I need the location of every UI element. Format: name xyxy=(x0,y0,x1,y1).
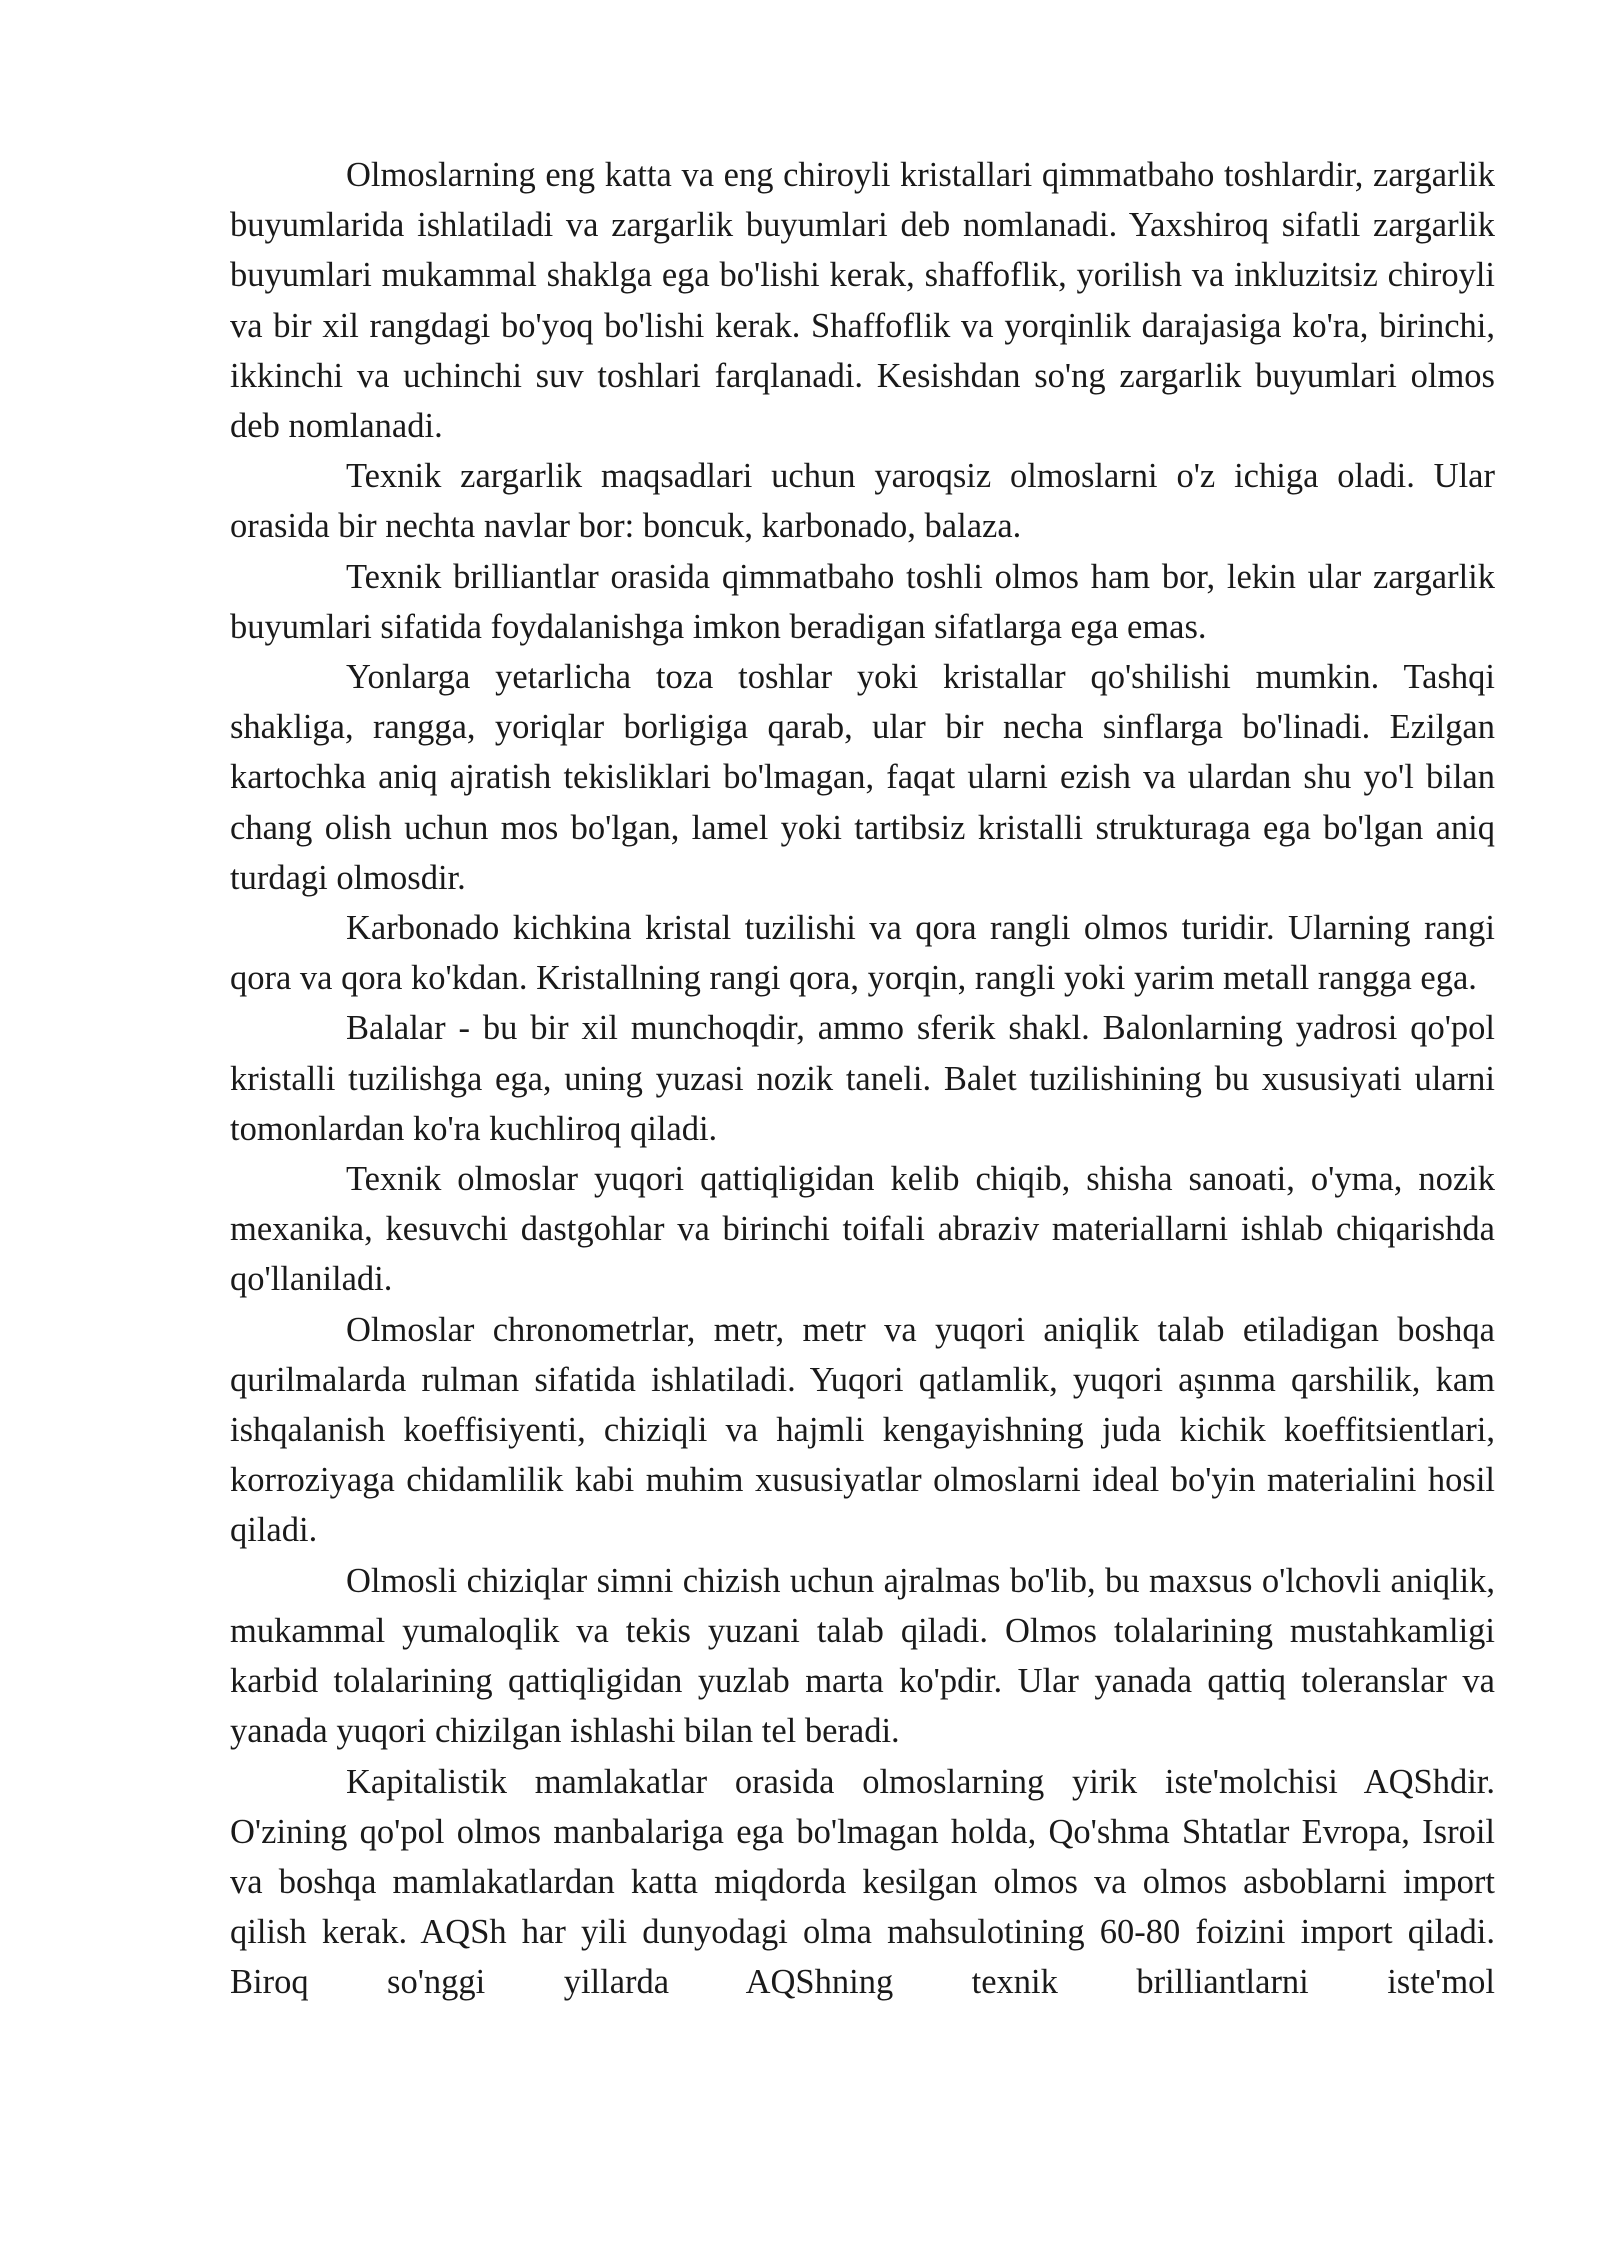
paragraph-bearings: Olmoslar chronometrlar, metr, metr va yuqori aniqlik talab etiladigan boshqa qurilmalarda rulman sifatida ishlatiladi. Yuqori qatlamlik, yuqori aşınma qarshilik, kam ishqalanish koeffisiyenti, chiziqli va hajmli kengayishning juda kichik koeffitsientlari, korroziyaga chidamlilik kabi muhim xususiyatlar olmoslarni ideal bo'yin materialini hosil qiladi. xyxy=(230,1310,1495,1550)
paragraph-usa-consumption: Kapitalistik mamlakatlar orasida olmoslarning yirik iste'molchisi AQShdir. O'zining qo'pol olmos manbalariga ega bo'lmagan holda, Qo'shma Shtatlar Evropa, Isroil va boshqa mamlakatlardan katta miqdorda kesilgan olmos va olmos asboblarni import qilish kerak. AQSh har yili dunyodagi olma mahsulotining 60-80 foizini import qiladi. Biroq so'nggi yillarda AQShning texnik brilliantlarni iste'mol xyxy=(230,1762,1495,2002)
paragraph-ballas: Balalar - bu bir xil munchoqdir, ammo sferik shakl. Balonlarning yadrosi qo'pol kristalli tuzilishga ega, uning yuzasi nozik taneli. Balet tuzilishining bu xususiyati ularni tomonlardan ko'ra kuchliroq qiladi. xyxy=(230,1009,1495,1148)
paragraph-carbonado: Karbonado kichkina kristal tuzilishi va qora rangli olmos turidir. Ularning rangi qora va qora ko'kdan. Kristallning rangi qora, yorqin, rangli yoki yarim metall rangga ega. xyxy=(230,909,1495,998)
paragraph-industrial-uses: Texnik olmoslar yuqori qattiqligidan kelib chiqib, shisha sanoati, o'yma, nozik mexanika, kesuvchi dastgohlar va birinchi toifali abraziv materiallarni ishlab chiqarishda qo'llaniladi. xyxy=(230,1160,1495,1299)
paragraph-technical-brilliants: Texnik brilliantlar orasida qimmatbaho toshli olmos ham bor, lekin ular zargarlik buyumlari sifatida foydalanishga imkon beradigan sifatlarga ega emas. xyxy=(230,557,1495,646)
document-body xyxy=(230,150,1495,2008)
paragraph-crushed-stones: Yonlarga yetarlicha toza toshlar yoki kristallar qo'shilishi mumkin. Tashqi shakliga, rangga, yoriqlar borligiga qarab, ular bir necha sinflarga bo'linadi. Ezilgan kartochka aniq ajratish tekisliklari bo'lmagan, faqat ularni ezish va ulardan shu yo'l bilan chang olish uchun mos bo'lgan, lamel yoki tartibsiz kristalli strukturaga ega bo'lgan aniq turdagi olmosdir. xyxy=(230,658,1495,897)
paragraph-technical-diamonds: Texnik zargarlik maqsadlari uchun yaroqsiz olmoslarni o'z ichiga oladi. Ular orasida bir nechta navlar bor: boncuk, karbonado, balaza. xyxy=(230,457,1495,546)
paragraph-gem-diamonds: Olmoslarning eng katta va eng chiroyli kristallari qimmatbaho toshlardir, zargarlik buyumlarida ishlatiladi va zargarlik buyumlari deb nomlanadi. Yaxshiroq sifatli zargarlik buyumlari mukammal shaklga ega bo'lishi kerak, shaffoflik, yorilish va inkluzitsiz chiroyli va bir xil rangdagi bo'yoq bo'lishi kerak. Shaffoflik va yorqinlik darajasiga ko'ra, birinchi, ikkinchi va uchinchi suv toshlari farqlanadi. Kesishdan so'ng zargarlik buyumlari olmos deb nomlanadi. xyxy=(230,156,1495,446)
paragraph-wire-drawing: Olmosli chiziqlar simni chizish uchun ajralmas bo'lib, bu maxsus o'lchovli aniqlik, mukammal yumaloqlik va tekis yuzani talab qiladi. Olmos tolalarining mustahkamligi karbid tolalarining qattiqligidan yuzlab marta ko'pdir. Ular yanada qattiq toleranslar va yanada yuqori chizilgan ishlashi bilan tel beradi. xyxy=(230,1561,1495,1751)
